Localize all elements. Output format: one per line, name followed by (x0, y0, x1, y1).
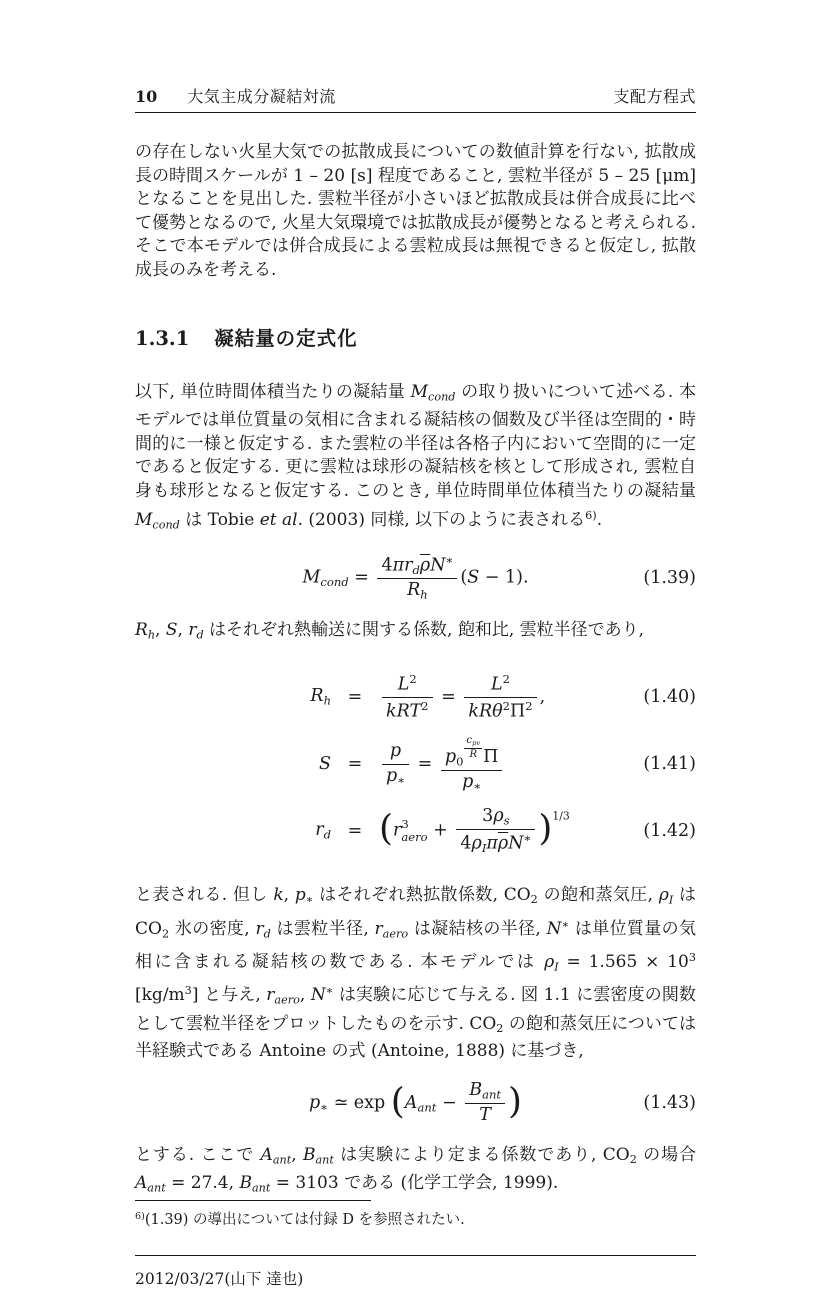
equation-1-39-body: $M_{cond}$ = $\frac{4\pi r_d\overline{\rho}N^∗}{R_h}$ (S − 1). (302, 552, 529, 602)
page-header (135, 84, 696, 107)
equation-1-40-equals: = (347, 687, 363, 708)
paragraph-antoine-constants: とする. ここで $A_{ant}$, $B_{ant}$ は実験により定まる係数であり, CO2 の場合 $A_{ant} = 27.4$, $B_{ant} = 3103$ である (化学工学会, 1999). (135, 1144, 697, 1195)
page-number: 10 (135, 87, 158, 106)
equation-1-43-number: (1.43) (643, 1093, 696, 1114)
section-heading (135, 327, 696, 351)
equation-1-39 (135, 553, 696, 603)
paragraph-coefficients-intro: $R_h$, S, $r_d$ はそれぞれ熱輸送に関する係数, 飽和比, 雲粒半径であり, (135, 620, 645, 642)
equation-1-41-equals: = (347, 754, 363, 775)
footer-date-author: 2012/03/27(山下 達也) (135, 1270, 304, 1289)
equation-1-42-rhs: (r 3 aero + $\frac{3\rho_s}{4\rho_I\pi\overline{\rho}N^∗}$ )$^{1/3}$ (379, 805, 570, 855)
equation-1-40-rhs: $\frac{L^2}{kRT^2}$ = $\frac{L^2}{kR\theta^2\Pi^2}$ , (379, 672, 545, 723)
footer-rule (135, 1255, 696, 1256)
equation-1-43 (135, 1080, 696, 1127)
equation-1-42 (135, 806, 696, 856)
equation-1-40-number: (1.40) (643, 687, 696, 708)
equation-1-42-equals: = (347, 820, 363, 841)
paragraph-condensation-model: 以下, 単位時間体積当たりの凝結量 $M_{cond}$ の取り扱いについて述べる. 本モデルでは単位質量の気相に含まれる凝結核の個数及び半径は空間的・時間的に一様と仮定する. また雲粒の半径は各格子内において空間的に一定であると仮定する. 更に雲粒は球形の凝結核を核として形成され, 雲粒自身も球形となると仮定する. このとき, 単位時間単位体積当たりの凝結量 $M_{cond}$ は Tobie et al. (2003) 同様, 以下のように表される$^{6)}$. (135, 381, 696, 532)
footnote-rule (135, 1200, 371, 1201)
equation-1-42-number: (1.42) (643, 820, 696, 841)
header-chapter-title: 大気主成分凝結対流 (187, 89, 336, 106)
section-number: 1.3.1 (135, 326, 190, 350)
equation-group-1-40-to-1-42 (135, 660, 696, 868)
paragraph-symbol-definitions: と表される. 但し k, p∗ はそれぞれ熱拡散係数, CO2 の飽和蒸気圧, $\rho_I$ は CO2 氷の密度, $r_d$ は雲粒半径, $r_{aero}$ は凝結核の半径, N∗ は単位質量の気相に含まれる凝結核の数である. 本モデルでは $\rho_I = 1.565 \times 10^3$ $[kg/m^3]$ と与え, $r_{aero}$, N∗ は実験に応じて与える. 図 1.1 に雲密度の関数として雲粒半径をプロットしたものを示す. CO2 の飽和蒸気圧については半経験式である Antoine の式 (Antoine, 1888) に基づき, (135, 885, 697, 1062)
header-rule (135, 112, 696, 113)
equation-1-41-lhs: S (319, 754, 331, 775)
equation-1-43-body: p∗ ≃ $\exp (A_{ant}$ − $\frac{B_{ant}}{T}$ ) (308, 1079, 523, 1125)
equation-1-39-number: (1.39) (643, 567, 696, 588)
equation-1-41 (135, 735, 696, 794)
equation-1-42-lhs: $r_d$ (315, 819, 331, 842)
paragraph-diffusion-growth: の存在しない火星大気での拡散成長についての数値計算を行ない, 拡散成長の時間スケールが 1 – 20 [s] 程度であること, 雲粒半径が 5 – 25 [μm] となることを見出した. 雲粒半径が小さいほど拡散成長は併合成長に比べて優勢となるので, 火星大気環境では拡散成長が優勢となると考えられる. そこで本モデルでは併合成長による雲粒成長は無視できると仮定し, 拡散成長のみを考える. (135, 142, 696, 280)
footnote-text: $^{6)}$(1.39) の導出については付録 D を参照されたい. (135, 1210, 465, 1229)
equation-1-40-lhs: $R_h$ (310, 686, 331, 709)
section-title: 凝結量の定式化 (214, 327, 358, 350)
header-section-title: 支配方程式 (613, 89, 696, 106)
equation-1-41-rhs: $\frac{p}{p∗}$ = p0 $\frac{c_{pv}}{R}$ Π p∗ (379, 735, 505, 794)
equation-1-40 (135, 672, 696, 723)
equation-1-41-number: (1.41) (643, 754, 696, 775)
